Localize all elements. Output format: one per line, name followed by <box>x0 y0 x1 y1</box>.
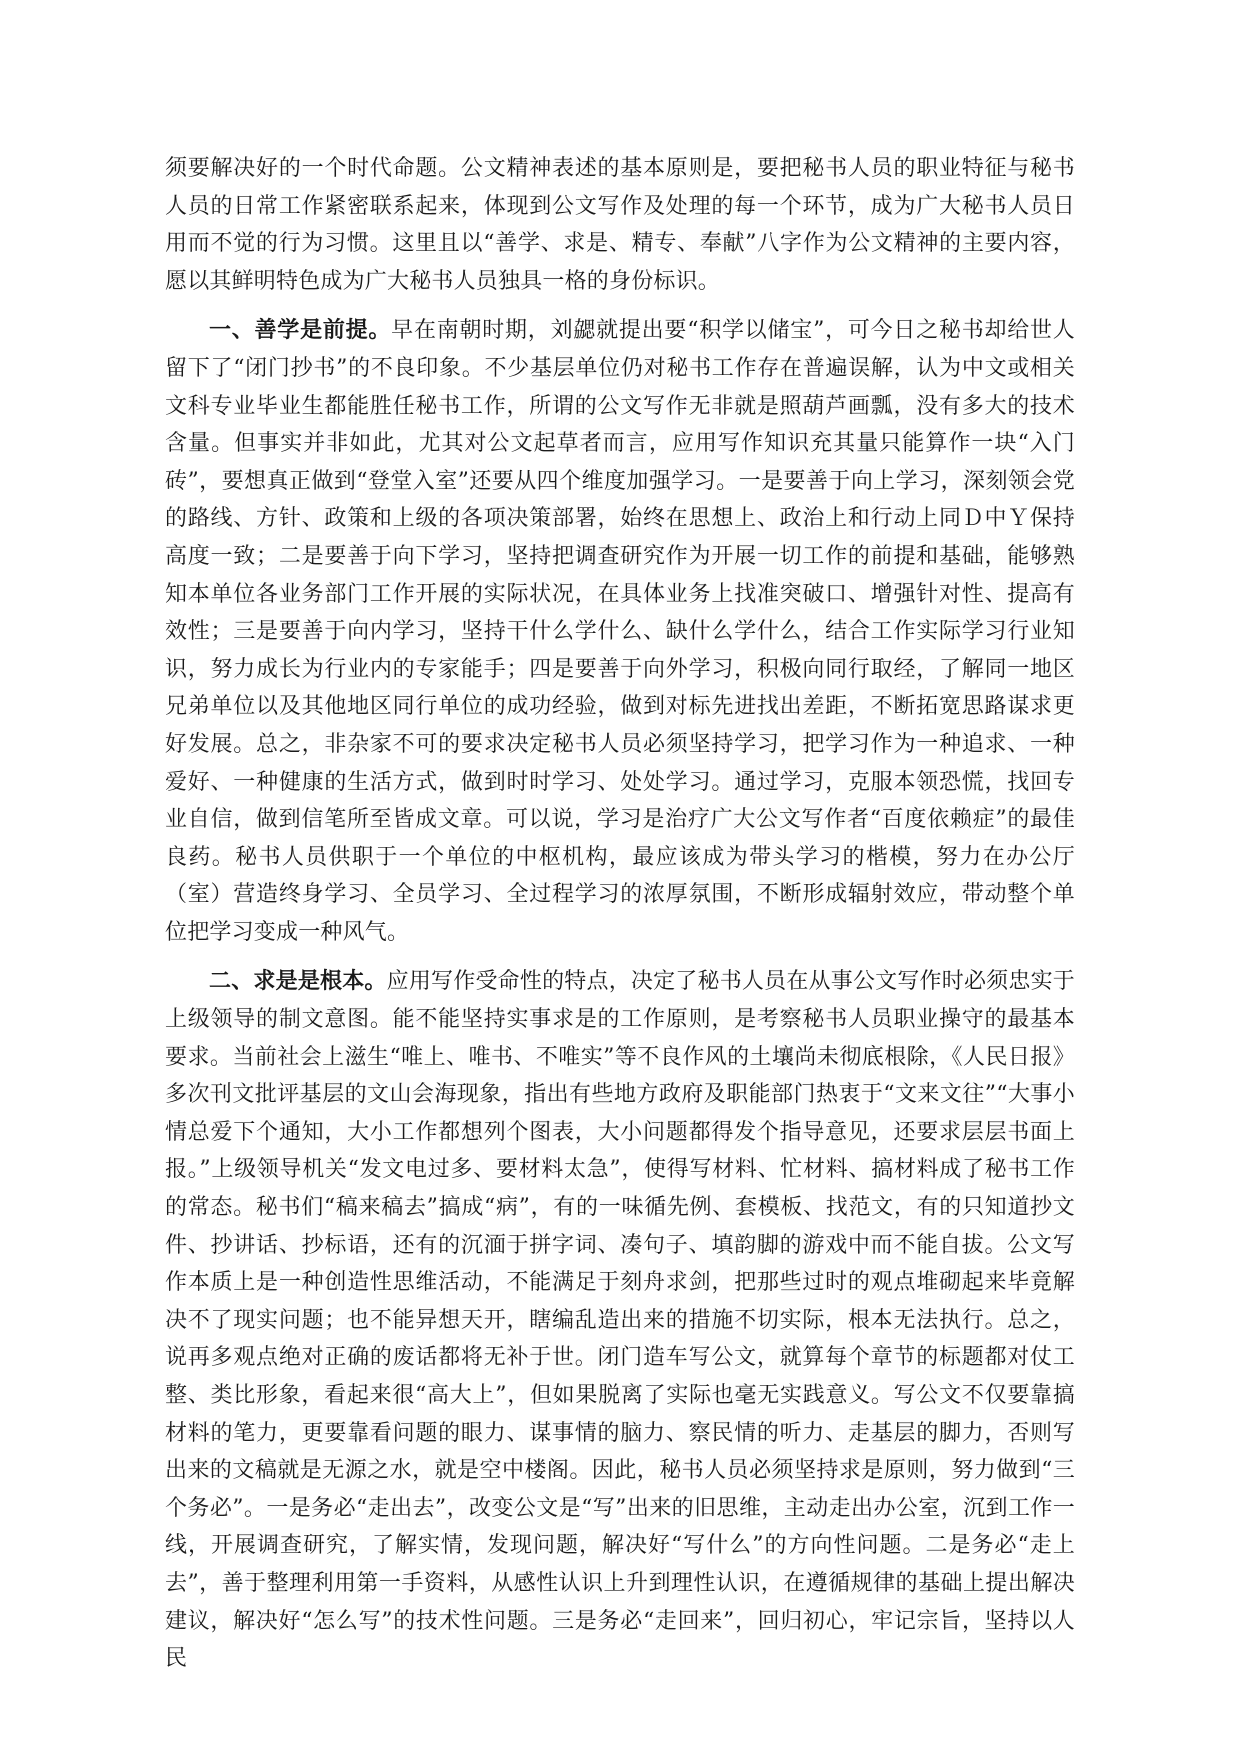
paragraph-section-1 <box>165 312 1075 951</box>
paragraph-intro <box>165 150 1075 300</box>
document-page <box>165 150 1075 1690</box>
section-2-heading: 二、求是是根本。 <box>209 968 387 995</box>
paragraph-section-2 <box>165 963 1075 1677</box>
section-1-heading: 一、善学是前提。 <box>209 317 392 344</box>
section-1-text: 早在南朝时期，刘勰就提出要“积学以储宝”，可今日之秘书却给世人留下了“闭门抄书”的不良印象。不少基层单位仍对秘书工作存在普遍误解，认为中文或相关文科专业毕业生都能胜任秘书工作，所谓的公文写作无非就是照葫芦画瓢，没有多大的技术含量。但事实并非如此，尤其对公文起草者而言，应用写作知识充其量只能算作一块“入门砖”，要想真正做到“登堂入室”还要从四个维度加强学习。一是要善于向上学习，深刻领会党的路线、方针、政策和上级的各项决策部署，始终在思想上、政治上和行动上同Ｄ中Ｙ保持高度一致；二是要善于向下学习，坚持把调查研究作为开展一切工作的前提和基础，能够熟知本单位各业务部门工作开展的实际状况，在具体业务上找准突破口、增强针对性、提高有效性；三是要善于向内学习，坚持干什么学什么、缺什么学什么，结合工作实际学习行业知识，努力成长为行业内的专家能手；四是要善于向外学习，积极向同行取经，了解同一地区兄弟单位以及其他地区同行单位的成功经验，做到对标先进找出差距，不断拓宽思路谋求更好发展。总之，非杂家不可的要求决定秘书人员必须坚持学习，把学习作为一种追求、一种爱好、一种健康的生活方式，做到时时学习、处处学习。通过学习，克服本领恐慌，找回专业自信，做到信笔所至皆成文章。可以说，学习是治疗广大公文写作者“百度依赖症”的最佳良药。秘书人员供职于一个单位的中枢机构，最应该成为带头学习的楷模，努力在办公厅（室）营造终身学习、全员学习、全过程学习的浓厚氛围，不断形成辐射效应，带动整个单位把学习变成一种风气。 <box>165 318 1075 945</box>
section-2-text: 应用写作受命性的特点，决定了秘书人员在从事公文写作时必须忠实于上级领导的制文意图。能不能坚持实事求是的工作原则，是考察秘书人员职业操守的最基本要求。当前社会上滋生“唯上、唯书、不唯实”等不良作风的土壤尚未彻底根除，《人民日报》多次刊文批评基层的文山会海现象，指出有些地方政府及职能部门热衷于“文来文往”“大事小情总爱下个通知，大小工作都想列个图表，大小问题都得发个指导意见，还要求层层书面上报。”上级领导机关“发文电过多、要材料太急”，使得写材料、忙材料、搞材料成了秘书工作的常态。秘书们“稿来稿去”搞成“病”，有的一味循先例、套模板、找范文，有的只知道抄文件、抄讲话、抄标语，还有的沉湎于拼字词、凑句子、填韵脚的游戏中而不能自拔。公文写作本质上是一种创造性思维活动，不能满足于刻舟求剑，把那些过时的观点堆砌起来毕竟解决不了现实问题；也不能异想天开，瞎编乱造出来的措施不切实际，根本无法执行。总之，说再多观点绝对正确的废话都将无补于世。闭门造车写公文，就算每个章节的标题都对仗工整、类比形象，看起来很“高大上”，但如果脱离了实际也毫无实践意义。写公文不仅要靠搞材料的笔力，更要靠看问题的眼力、谋事情的脑力、察民情的听力、走基层的脚力，否则写出来的文稿就是无源之水，就是空中楼阁。因此，秘书人员必须坚持求是原则，努力做到“三个务必”。一是务必“走出去”，改变公文是“写”出来的旧思维，主动走出办公室，沉到工作一线，开展调查研究，了解实情，发现问题，解决好“写什么”的方向性问题。二是务必“走上去”，善于整理利用第一手资料，从感性认识上升到理性认识，在遵循规律的基础上提出解决建议，解决好“怎么写”的技术性问题。三是务必“走回来”，回归初心，牢记宗旨，坚持以人民 <box>165 969 1075 1672</box>
paragraph-intro-text: 须要解决好的一个时代命题。公文精神表述的基本原则是，要把秘书人员的职业特征与秘书人员的日常工作紧密联系起来，体现到公文写作及处理的每一个环节，成为广大秘书人员日用而不觉的行为习惯。这里且以“善学、求是、精专、奉献”八字作为公文精神的主要内容，愿以其鲜明特色成为广大秘书人员独具一格的身份标识。 <box>165 156 1075 294</box>
